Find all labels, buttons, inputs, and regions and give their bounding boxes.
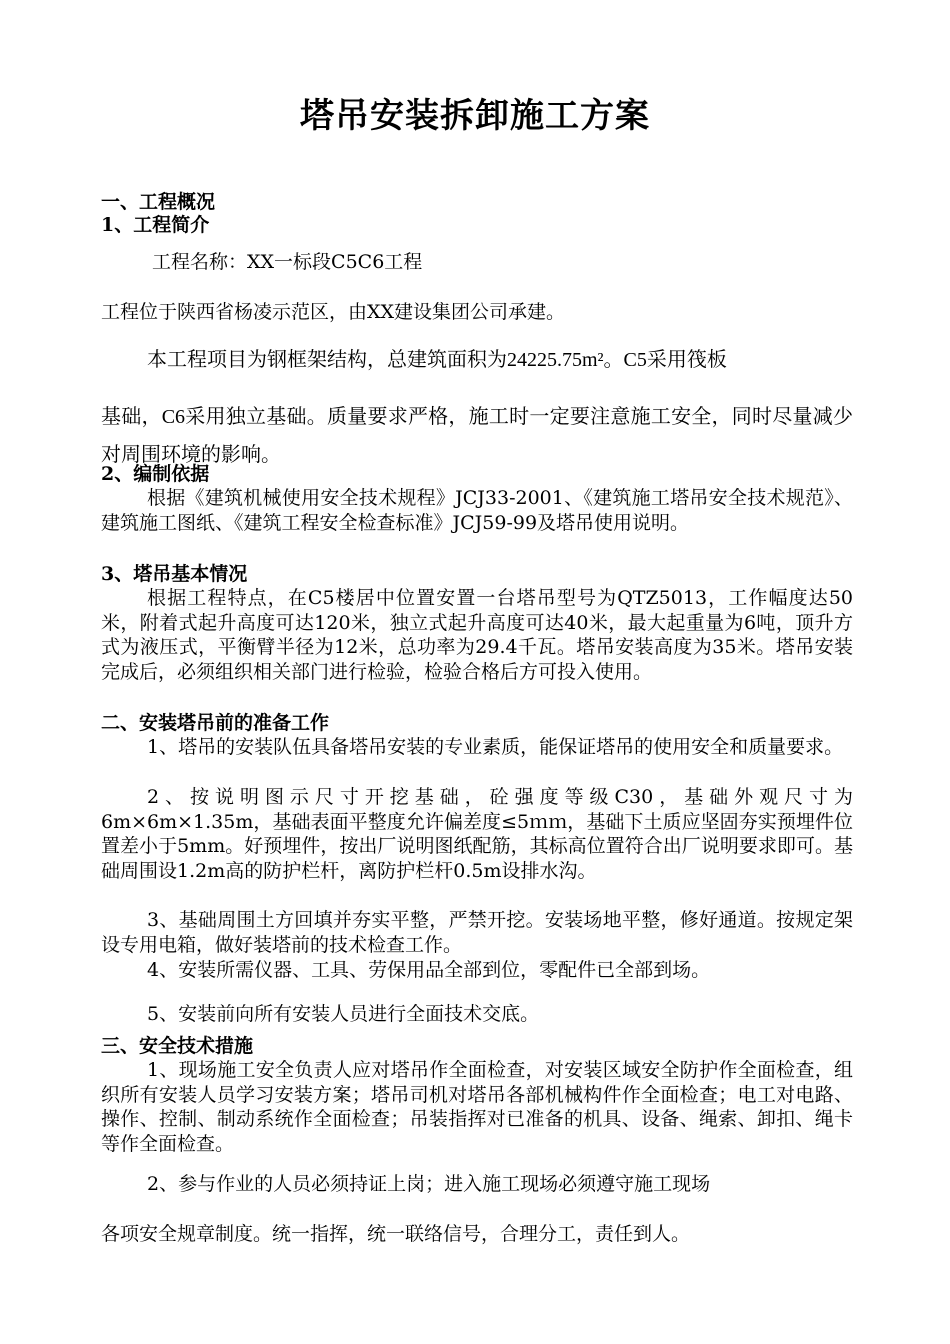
structure-para-line1: 本工程项目为钢框架结构，总建筑面积为24225.75m²。C5采用筏板 bbox=[147, 349, 727, 371]
section-2-heading: 二、安装塔吊前的准备工作 bbox=[101, 712, 330, 734]
crane-info-paragraph: 根据工程特点，在C5楼居中位置安置一台塔吊型号为QTZ5013，工作幅度达50米，附着式起升高度可达120米，独立式起升高度可达40米，最大起重量为6吨，顶升方式为液压式，平衡臂半径为12米，总功率为29.4千瓦。塔吊安装高度为35米。塔吊安装完成后，必须组织相关部门进行检验，检验合格后方可投入使用。 bbox=[101, 587, 853, 683]
section-1-3-heading: 3、塔吊基本情况 bbox=[101, 563, 248, 585]
section-1-1-heading: 1、工程简介 bbox=[101, 214, 210, 236]
prep-item-4: 4、安装所需仪器、工具、劳保用品全部到位，零配件已全部到场。 bbox=[147, 959, 711, 981]
safety-item-1: 1、现场施工安全负责人应对塔吊作全面检查，对安装区域安全防护作全面检查，组织所有安装人员学习安装方案；塔吊司机对塔吊各部机械构件作全面检查；电工对电路、操作、控制、制动系统作全面检查；吊装指挥对已准备的机具、设备、绳索、卸扣、绳卡等作全面检查。 bbox=[101, 1059, 853, 1155]
section-1-2-heading: 2、编制依据 bbox=[101, 463, 210, 485]
prep-item-3: 3、基础周围土方回填并夯实平整，严禁开挖。安装场地平整，修好通道。按规定架设专用电箱，做好装塔前的技术检查工作。 bbox=[101, 909, 853, 956]
basis-paragraph: 根据《建筑机械使用安全技术规程》JCJ33-2001、《建筑施工塔吊安全技术规范》、建筑施工图纸、《建筑工程安全检查标准》JCJ59-99及塔吊使用说明。 bbox=[101, 487, 853, 534]
section-1-heading: 一、工程概况 bbox=[101, 191, 216, 213]
safety-item-2-line2: 各项安全规章制度。统一指挥，统一联络信号，合理分工，责任到人。 bbox=[101, 1223, 691, 1245]
prep-item-5: 5、安装前向所有安装人员进行全面技术交底。 bbox=[147, 1003, 540, 1025]
prep-item-1: 1、塔吊的安装队伍具备塔吊安装的专业素质，能保证塔吊的使用安全和质量要求。 bbox=[147, 736, 844, 758]
project-name-line: 工程名称：XX一标段C5C6工程 bbox=[152, 251, 423, 273]
safety-item-2-line1: 2、参与作业的人员必须持证上岗；进入施工现场必须遵守施工现场 bbox=[147, 1173, 711, 1195]
structure-para-line2: 基础，C6采用独立基础。质量要求严格，施工时一定要注意施工安全，同时尽量减少对周围环境的影响。 bbox=[101, 406, 853, 466]
document-title: 塔吊安装拆卸施工方案 bbox=[300, 96, 650, 136]
project-location-line: 工程位于陕西省杨凌示范区，由XX建设集团公司承建。 bbox=[101, 301, 566, 323]
section-3-heading: 三、安全技术措施 bbox=[101, 1035, 254, 1057]
prep-item-2: 2、按说明图示尺寸开挖基础，砼强度等级C30，基础外观尺寸为6m×6m×1.35m，基础表面平整度允许偏差度≤5ｍｍ，基础下土质应坚固夯实预埋件位置差小于5mm。好预埋件，按出厂说明图纸配筋，其标高位置符合出厂说明要求即可。基础周围设1.2m高的防护栏杆，离防护栏杆0.5m设排水沟。 bbox=[101, 786, 853, 882]
